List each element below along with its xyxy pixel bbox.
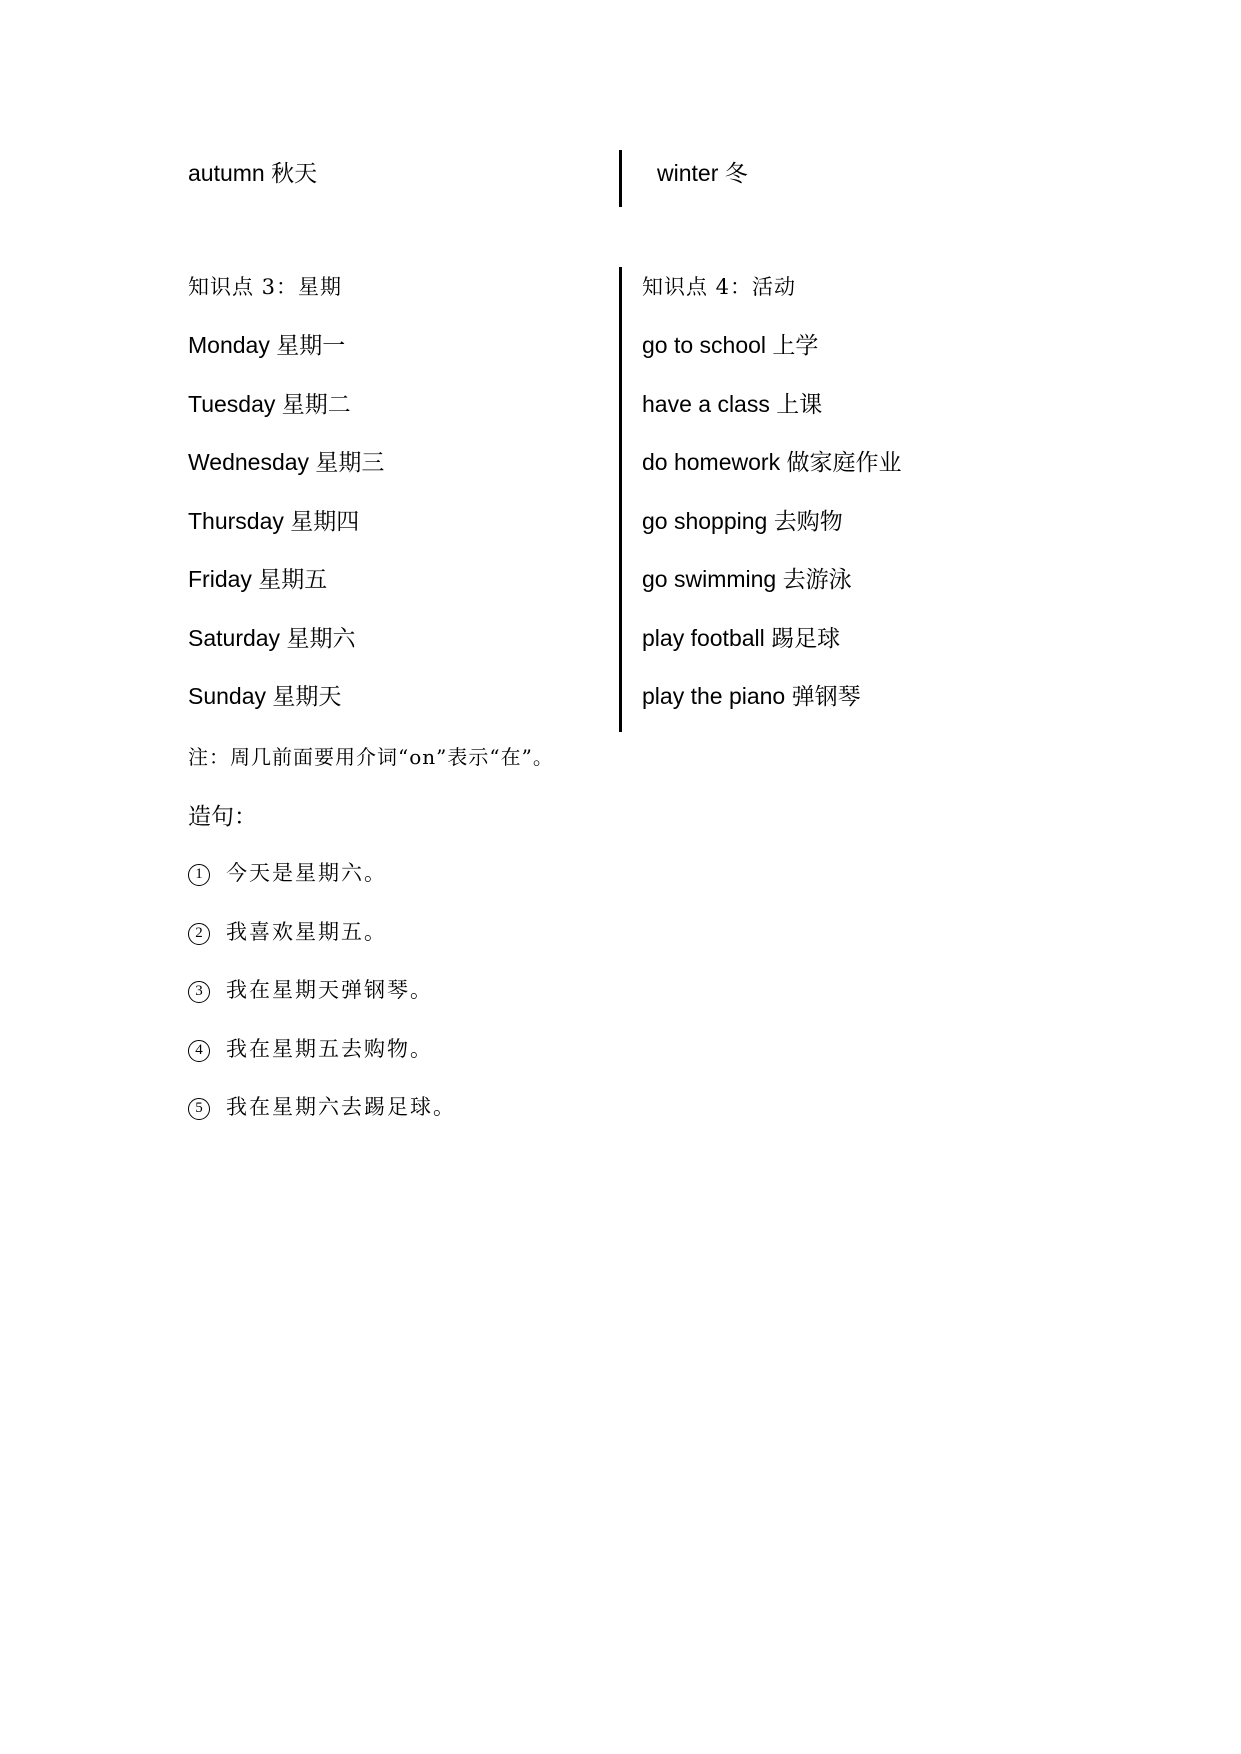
activity-item: go to school 上学 (642, 332, 819, 358)
circled-number-marker: 5 (188, 1098, 210, 1120)
sentence-item (188, 858, 456, 888)
sentence-item (188, 1034, 456, 1064)
activity-item: play football 踢足球 (642, 624, 841, 651)
circled-number-marker: 2 (188, 923, 210, 945)
column-divider-main (619, 267, 622, 732)
sentence-text: 我在星期五去购物。 (226, 1036, 433, 1061)
activity-item: do homework 做家庭作业 (642, 449, 902, 475)
activity-list (642, 330, 1062, 711)
circled-number-marker: 3 (188, 981, 210, 1003)
sentences-title: 造句： (188, 803, 257, 829)
activity-item: play the piano 弹钢琴 (642, 683, 861, 709)
sentence-text: 我在星期天弹钢琴。 (226, 978, 433, 1002)
knowledge-3-section (188, 272, 608, 740)
weekday-item: Tuesday 星期二 (188, 390, 351, 417)
circled-number-marker: 4 (188, 1040, 210, 1062)
circled-number-marker: 1 (188, 864, 210, 886)
weekday-item: Sunday 星期天 (188, 683, 342, 709)
activity-item: go shopping 去购物 (642, 507, 843, 534)
sentence-item (188, 1092, 456, 1122)
usage-note: 注：周几前面要用介词“on”表示“在”。 (188, 745, 554, 769)
weekday-item: Thursday 星期四 (188, 507, 360, 534)
weekday-list (188, 330, 608, 711)
knowledge-4-heading: 知识点 4：活动 (642, 275, 797, 299)
season-autumn: autumn 秋天 (188, 160, 318, 186)
weekday-item: Saturday 星期六 (188, 624, 356, 651)
activity-item: have a class 上课 (642, 390, 823, 417)
sentence-list (188, 858, 456, 1151)
knowledge-3-heading: 知识点 3：星期 (188, 275, 343, 299)
sentence-item (188, 917, 456, 947)
sentence-text: 今天是星期六。 (226, 861, 387, 885)
season-winter: winter 冬 (657, 160, 748, 186)
sentence-text: 我喜欢星期五。 (226, 919, 387, 944)
knowledge-4-section (642, 272, 1062, 740)
weekday-item: Wednesday 星期三 (188, 449, 385, 475)
sentence-text: 我在星期六去踢足球。 (226, 1095, 456, 1119)
weekday-item: Monday 星期一 (188, 332, 346, 358)
column-divider-top (619, 150, 622, 207)
sentence-item (188, 975, 456, 1005)
activity-item: go swimming 去游泳 (642, 566, 852, 592)
weekday-item: Friday 星期五 (188, 566, 328, 592)
